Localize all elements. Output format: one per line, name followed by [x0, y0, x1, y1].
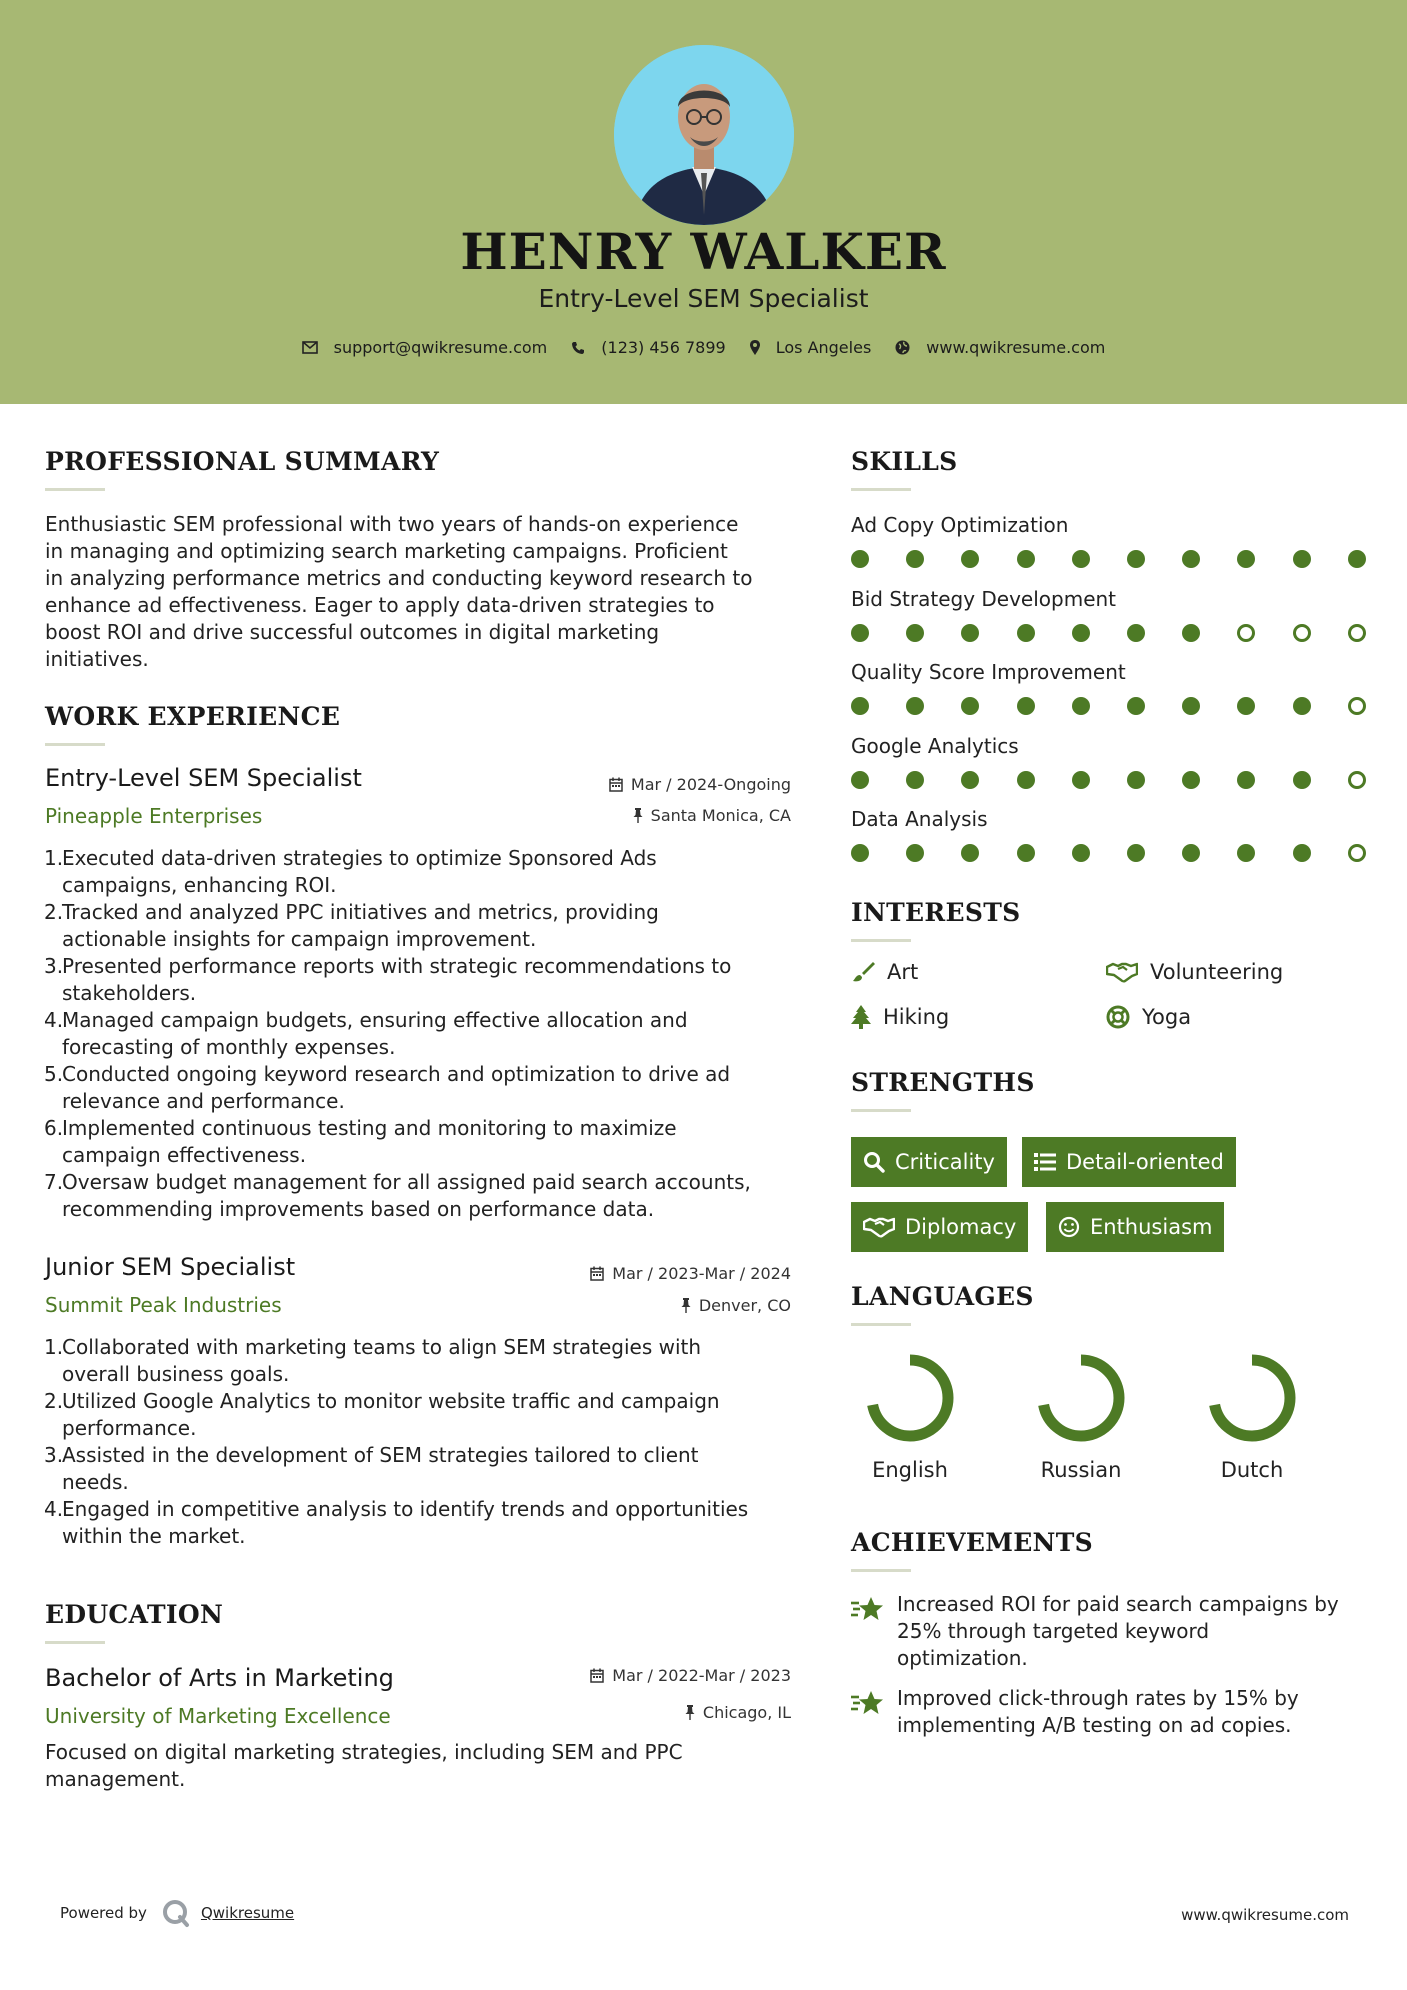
skill-label: Bid Strategy Development [851, 586, 1117, 611]
rating-dot-filled [1127, 844, 1145, 862]
skill-rating [851, 696, 1363, 716]
skills-heading: SKILLS [851, 447, 958, 476]
interest-item-hiking [851, 1005, 949, 1029]
rating-dot-filled [1182, 844, 1200, 862]
star-badge-icon [851, 1595, 885, 1623]
contact-website-text: www.qwikresume.com [926, 338, 1106, 357]
rating-dot-filled [906, 624, 924, 642]
rating-dot-filled [961, 624, 979, 642]
job-dates [500, 775, 791, 794]
list-icon [1034, 1152, 1056, 1172]
strength-label: Diplomacy [905, 1215, 1017, 1239]
rating-dot-filled [1072, 771, 1090, 789]
summary-line: in managing and optimizing search marketing campaigns. Proficient [45, 539, 728, 563]
education-rule [45, 1641, 105, 1644]
achievement-item [851, 1685, 1299, 1739]
rating-dot-filled [1182, 771, 1200, 789]
language-progress-ring [1202, 1348, 1302, 1448]
job-duties-list [44, 845, 804, 1223]
skill-label: Google Analytics [851, 733, 1019, 758]
rating-dot-filled [1182, 624, 1200, 642]
powered-by-label: Powered by [60, 1904, 147, 1922]
rating-dot-filled [1072, 550, 1090, 568]
job-dates-text: Mar / 2023-Mar / 2024 [612, 1264, 791, 1283]
rating-dot-filled [1017, 624, 1035, 642]
languages-rule [851, 1323, 911, 1326]
achievement-text: Increased ROI for paid search campaigns by 25% through targeted keyword optimization. [897, 1592, 1339, 1670]
job-location [500, 806, 791, 825]
list-item: 6. Implemented continuous testing and monitoring to maximize campaign effectiveness. [44, 1116, 677, 1167]
rating-dot-empty [1348, 771, 1366, 789]
interest-label: Yoga [1142, 1005, 1192, 1029]
rating-dot-filled [906, 771, 924, 789]
handshake-icon [863, 1216, 895, 1238]
interests-rule [851, 939, 911, 942]
rating-dot-filled [961, 844, 979, 862]
rating-dot-empty [1348, 697, 1366, 715]
footer-website[interactable]: www.qwikresume.com [1181, 1906, 1349, 1924]
contact-phone-text: (123) 456 7899 [601, 338, 726, 357]
handshake-icon [1106, 961, 1138, 983]
experience-heading: WORK EXPERIENCE [45, 702, 341, 731]
rating-dot-filled [851, 550, 869, 568]
job-dates [500, 1264, 791, 1283]
job-role: Entry-Level SEM Specialist [45, 764, 362, 792]
strength-label: Enthusiasm [1090, 1215, 1213, 1239]
strength-tag-detail-oriented [1022, 1137, 1236, 1187]
education-location [500, 1703, 791, 1722]
job-location-text: Denver, CO [698, 1296, 791, 1315]
list-item: 1. Collaborated with marketing teams to align SEM strategies with overall business goals. [44, 1335, 702, 1386]
rating-dot-filled [1072, 697, 1090, 715]
rating-dot-filled [961, 771, 979, 789]
rating-dot-empty [1293, 624, 1311, 642]
list-item: 7. Oversaw budget management for all assigned paid search accounts, recommending improvements based on performance data. [44, 1170, 751, 1221]
paintbrush-icon [851, 960, 875, 984]
strength-tag-criticality [851, 1137, 1007, 1187]
summary-line: in analyzing performance metrics and conducting keyword research to [45, 566, 753, 590]
rating-dot-filled [1293, 844, 1311, 862]
rating-dot-filled [961, 550, 979, 568]
list-item: 1. Executed data-driven strategies to optimize Sponsored Ads campaigns, enhancing ROI. [44, 846, 657, 897]
profile-photo [614, 45, 794, 225]
skill-label: Ad Copy Optimization [851, 513, 1069, 537]
footer-powered-by [60, 1898, 294, 1928]
achievement-item [851, 1591, 1339, 1672]
contact-location [750, 338, 872, 357]
resume-header [0, 0, 1407, 404]
rating-dot-filled [1293, 771, 1311, 789]
interest-label: Volunteering [1150, 960, 1284, 984]
summary-rule [45, 488, 105, 491]
language-item [1182, 1348, 1322, 1482]
summary-heading: PROFESSIONAL SUMMARY [45, 447, 440, 476]
strength-label: Criticality [895, 1150, 995, 1174]
interest-item-art [851, 960, 918, 984]
list-item: 4. Managed campaign budgets, ensuring effective allocation and forecasting of monthly expenses. [44, 1008, 688, 1059]
language-item [840, 1348, 980, 1482]
language-progress-arc [1214, 1360, 1290, 1436]
skill-label: Quality Score Improvement [851, 660, 1126, 684]
smile-icon [1058, 1216, 1080, 1238]
rating-dot-filled [851, 771, 869, 789]
education-heading: EDUCATION [45, 1600, 224, 1629]
education-description [45, 1739, 805, 1793]
rating-dot-filled [1017, 550, 1035, 568]
calendar-icon [609, 777, 623, 792]
pushpin-icon [633, 808, 643, 823]
contact-website[interactable] [895, 338, 1105, 357]
rating-dot-filled [1293, 550, 1311, 568]
summary-line: boost ROI and drive successful outcomes in digital marketing [45, 620, 660, 644]
interest-item-volunteering [1106, 960, 1283, 984]
star-badge-icon [851, 1689, 885, 1717]
strength-tag-diplomacy [851, 1202, 1028, 1252]
strength-tag-enthusiasm [1046, 1202, 1224, 1252]
list-item: 3. Presented performance reports with strategic recommendations to stakeholders. [44, 954, 732, 1005]
rating-dot-empty [1348, 844, 1366, 862]
contact-location-text: Los Angeles [775, 338, 872, 357]
rating-dot-filled [1017, 771, 1035, 789]
map-pin-icon [750, 340, 760, 355]
contact-email[interactable] [302, 338, 548, 357]
rating-dot-filled [1017, 844, 1035, 862]
education-line: Focused on digital marketing strategies, including SEM and PPC [45, 1740, 683, 1764]
qwikresume-link[interactable]: Qwikresume [200, 1904, 295, 1922]
list-item: 5. Conducted ongoing keyword research and optimization to drive ad relevance and performance. [44, 1062, 731, 1113]
school-name: University of Marketing Excellence [45, 1704, 391, 1728]
languages-heading: LANGUAGES [851, 1282, 1034, 1311]
strength-label: Detail-oriented [1066, 1150, 1224, 1174]
achievements-heading: ACHIEVEMENTS [851, 1528, 1093, 1557]
rating-dot-filled [1072, 844, 1090, 862]
person-avatar-icon [614, 45, 794, 225]
rating-dot-empty [1348, 624, 1366, 642]
rating-dot-filled [1237, 697, 1255, 715]
summary-line: Enthusiastic SEM professional with two years of hands-on experience [45, 512, 739, 536]
job-location [500, 1296, 791, 1315]
language-label: Russian [1040, 1458, 1122, 1482]
rating-dot-filled [961, 697, 979, 715]
skill-rating [851, 843, 1363, 863]
interest-item-yoga [1106, 1005, 1191, 1029]
summary-text [45, 511, 805, 673]
rating-dot-filled [1072, 624, 1090, 642]
list-item: 3. Assisted in the development of SEM strategies tailored to client needs. [44, 1443, 699, 1494]
strengths-rule [851, 1109, 911, 1112]
rating-dot-filled [1127, 624, 1145, 642]
skill-label: Data Analysis [851, 807, 988, 831]
rating-dot-filled [1237, 844, 1255, 862]
rating-dot-filled [1017, 697, 1035, 715]
summary-line: enhance ad effectiveness. Eager to apply data-driven strategies to [45, 593, 715, 617]
rating-dot-filled [906, 844, 924, 862]
job-role: Junior SEM Specialist [45, 1253, 296, 1281]
list-item: 4. Engaged in competitive analysis to identify trends and opportunities within the market. [44, 1497, 749, 1548]
rating-dot-filled [1293, 697, 1311, 715]
education-line: management. [45, 1767, 186, 1791]
rating-dot-filled [906, 550, 924, 568]
list-item: 2. Tracked and analyzed PPC initiatives and metrics, providing actionable insights for campaign improvement. [44, 900, 659, 951]
language-progress-arc [1043, 1360, 1119, 1436]
contact-email-text: support@qwikresume.com [333, 338, 548, 357]
pushpin-icon [681, 1298, 691, 1313]
phone-icon [571, 341, 585, 355]
interests-heading: INTERESTS [851, 898, 1021, 927]
job-duties-list [44, 1334, 804, 1550]
education-dates [500, 1666, 791, 1685]
rating-dot-filled [1237, 771, 1255, 789]
rating-dot-filled [851, 624, 869, 642]
pushpin-icon [685, 1705, 695, 1720]
rating-dot-filled [1127, 550, 1145, 568]
rating-dot-filled [1348, 550, 1366, 568]
strengths-heading: STRENGTHS [851, 1068, 1035, 1097]
education-dates-text: Mar / 2022-Mar / 2023 [612, 1666, 791, 1685]
skills-rule [851, 488, 911, 491]
job-dates-text: Mar / 2024-Ongoing [630, 775, 791, 794]
skill-rating [851, 770, 1363, 790]
rating-dot-filled [1127, 697, 1145, 715]
interest-label: Hiking [883, 1005, 950, 1029]
job-company: Pineapple Enterprises [45, 804, 263, 828]
rating-dot-filled [851, 844, 869, 862]
language-progress-ring [860, 1348, 960, 1448]
language-progress-ring [1031, 1348, 1131, 1448]
calendar-icon [590, 1668, 604, 1683]
globe-icon [895, 340, 910, 355]
calendar-icon [590, 1266, 604, 1281]
language-label: Dutch [1220, 1458, 1284, 1482]
search-icon [863, 1151, 885, 1173]
rating-dot-filled [1182, 697, 1200, 715]
life-ring-icon [1106, 1005, 1130, 1029]
summary-line: initiatives. [45, 647, 149, 671]
contact-phone[interactable] [571, 338, 725, 357]
job-company: Summit Peak Industries [45, 1293, 282, 1317]
degree-title: Bachelor of Arts in Marketing [45, 1664, 394, 1692]
education-location-text: Chicago, IL [702, 1703, 791, 1722]
candidate-name: HENRY WALKER [460, 222, 947, 281]
envelope-icon [302, 341, 318, 354]
tree-icon [851, 1005, 871, 1029]
language-progress-arc [872, 1360, 948, 1436]
skill-rating [851, 549, 1363, 569]
candidate-title: Entry-Level SEM Specialist [538, 284, 869, 313]
skill-rating [851, 623, 1363, 643]
achievement-text: Improved click-through rates by 15% by implementing A/B testing on ad copies. [897, 1686, 1299, 1737]
rating-dot-filled [906, 697, 924, 715]
interest-label: Art [887, 960, 919, 984]
rating-dot-empty [1237, 624, 1255, 642]
contact-bar [0, 338, 1407, 357]
list-item: 2. Utilized Google Analytics to monitor website traffic and campaign performance. [44, 1389, 720, 1440]
job-location-text: Santa Monica, CA [650, 806, 791, 825]
language-label: English [872, 1458, 948, 1482]
rating-dot-filled [1127, 771, 1145, 789]
rating-dot-filled [851, 697, 869, 715]
rating-dot-filled [1237, 550, 1255, 568]
achievements-rule [851, 1569, 911, 1572]
language-item [1011, 1348, 1151, 1482]
rating-dot-filled [1182, 550, 1200, 568]
qwikresume-logo-icon [161, 1898, 191, 1928]
experience-rule [45, 743, 105, 746]
